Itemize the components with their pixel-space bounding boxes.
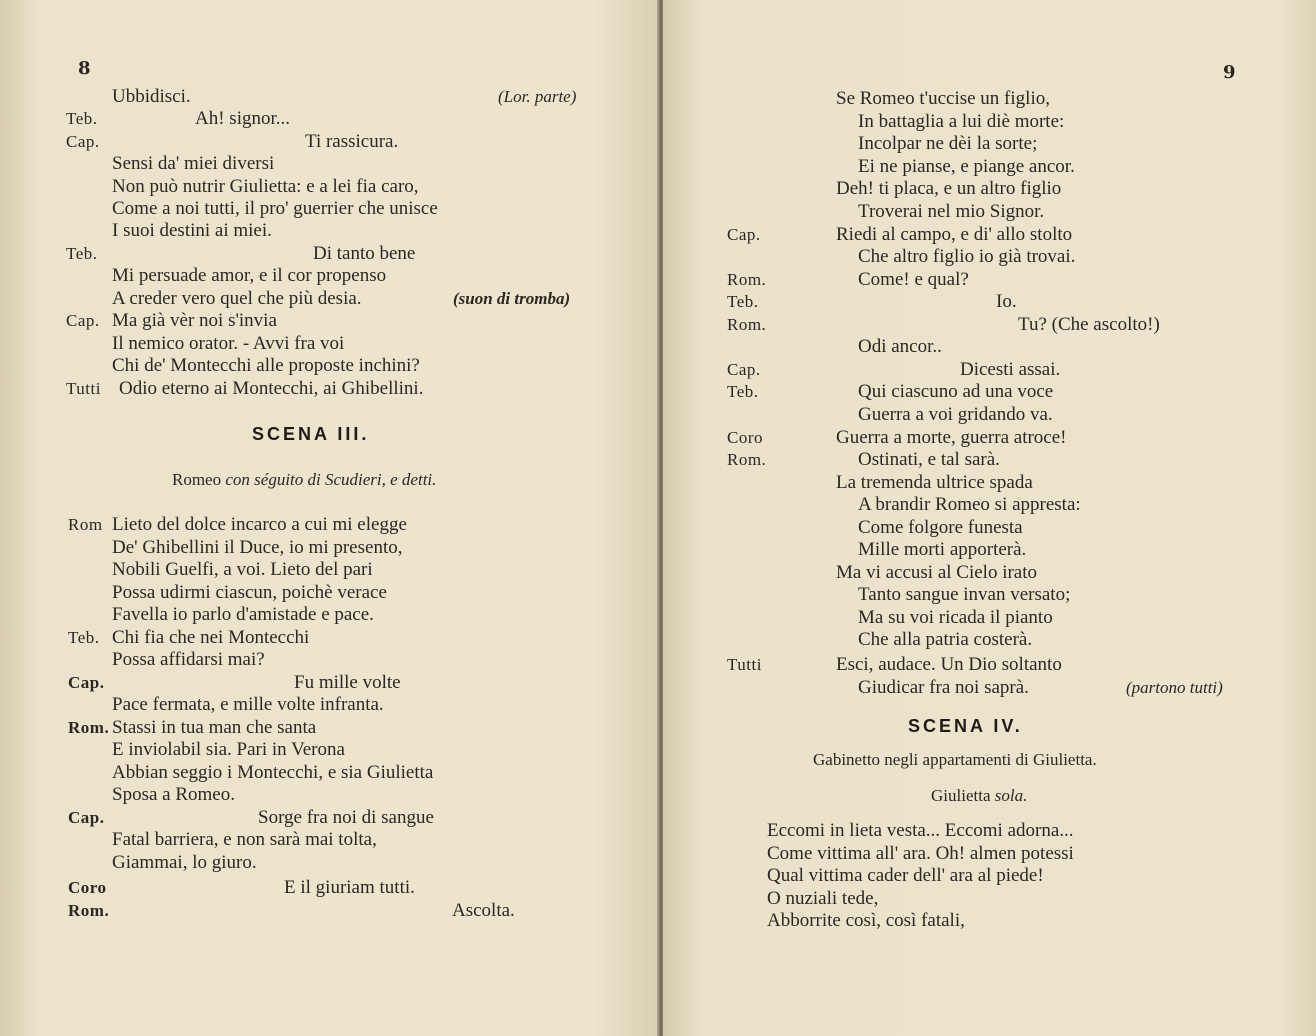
stage-direction: (suon di tromba) [453, 289, 571, 308]
text-line: Sensi da' miei diversi [112, 153, 275, 174]
text-line: Troverai nel mio Signor. [858, 201, 1045, 222]
text-line: Ubbidisci. [112, 86, 191, 107]
text-line: Chi fia che nei Montecchi [112, 627, 310, 648]
speaker-label: Rom. [727, 270, 767, 289]
text-line: Ostinati, e tal sarà. [858, 449, 1000, 470]
text-line: Possa udirmi ciascun, poichè verace [112, 582, 387, 603]
text-line: Odio eterno ai Montecchi, ai Ghibellini. [119, 378, 424, 399]
scene-setting: Gabinetto negli appartamenti di Giulietta. [813, 750, 1097, 769]
right-page [663, 0, 1316, 1036]
speaker-label: Cap. [727, 225, 761, 244]
speaker-label: Coro [727, 428, 763, 447]
character-name: Giulietta [931, 786, 991, 805]
text-line: Il nemico orator. - Avvi fra voi [112, 333, 345, 354]
speaker-label: Rom. [68, 901, 110, 920]
text-line: Eccomi in lieta vesta... Eccomi adorna... [767, 820, 1074, 841]
text-line: Possa affidarsi mai? [112, 649, 265, 670]
text-line: In battaglia a lui diè morte: [858, 111, 1065, 132]
text-line: Nobili Guelfi, a voi. Lieto del pari [112, 559, 373, 580]
text-line: Come a noi tutti, il pro' guerrier che unisce [112, 198, 438, 219]
text-line: Sposa a Romeo. [112, 784, 235, 805]
text-line: Favella io parlo d'amistade e pace. [112, 604, 374, 625]
text-line: Ma su voi ricada il pianto [858, 607, 1053, 628]
text-line: Abbian seggio i Montecchi, e sia Giulietta [112, 762, 434, 783]
text-line: Io. [996, 291, 1017, 312]
text-line: Chi de' Montecchi alle proposte inchini? [112, 355, 420, 376]
speaker-label: Coro [68, 878, 107, 897]
text-line: Ei ne pianse, e piange ancor. [858, 156, 1075, 177]
speaker-label: Cap. [68, 673, 105, 692]
text-line: Tu? (Che ascolto!) [1018, 314, 1160, 335]
text-line: Odi ancor.. [858, 336, 942, 357]
text-line: La tremenda ultrice spada [836, 472, 1033, 493]
text-line: I suoi destini ai miei. [112, 220, 272, 241]
text-line: De' Ghibellini il Duce, io mi presento, [112, 537, 403, 558]
text-line: Sorge fra noi di sangue [258, 807, 434, 828]
page-number: 9 [1223, 62, 1236, 83]
speaker-label: Rom. [727, 450, 767, 469]
scene-subtitle-rest: con séguito di Scudieri, e detti. [225, 470, 437, 489]
speaker-label: Tutti [727, 655, 762, 674]
text-line: Fu mille volte [294, 672, 401, 693]
text-line: Ma vi accusi al Cielo irato [836, 562, 1038, 583]
text-line: Incolpar ne dèi la sorte; [858, 133, 1038, 154]
text-line: Fatal barriera, e non sarà mai tolta, [112, 829, 377, 850]
text-line: Ma già vèr noi s'invia [112, 310, 277, 331]
text-line: Se Romeo t'uccise un figlio, [836, 88, 1050, 109]
text-line: Giudicar fra noi saprà. [858, 677, 1029, 698]
text-line: Ascolta. [452, 900, 515, 921]
text-line: Ti rassicura. [305, 131, 399, 152]
text-line: Esci, audace. Un Dio soltanto [836, 654, 1062, 675]
text-line: Deh! ti placa, e un altro figlio [836, 178, 1062, 199]
character-name: Romeo [172, 470, 222, 489]
speaker-label: Teb. [66, 109, 98, 128]
text-line: Che altro figlio io già trovai. [858, 246, 1076, 267]
text-line: Come! e qual? [858, 269, 969, 290]
scene-title: SCENA IV. [908, 716, 1023, 736]
text-line: Mille morti apporterà. [858, 539, 1027, 560]
speaker-label: Teb. [68, 628, 100, 647]
speaker-label: Rom [68, 515, 103, 534]
text-line: Qual vittima cader dell' ara al piede! [767, 865, 1044, 886]
speaker-label: Cap. [68, 808, 105, 827]
text-line: Che alla patria costerà. [858, 629, 1033, 650]
speaker-label: Cap. [727, 360, 761, 379]
text-line: Come vittima all' ara. Oh! almen potessi [767, 843, 1074, 864]
text-line: Mi persuade amor, e il cor propenso [112, 265, 387, 286]
text-line: Qui ciascuno ad una voce [858, 381, 1054, 402]
speaker-label: Teb. [727, 292, 759, 311]
speaker-label: Rom. [727, 315, 767, 334]
scene-title: SCENA III. [252, 424, 370, 444]
speaker-label: Teb. [727, 382, 759, 401]
page-number: 8 [78, 58, 91, 79]
text-line: Come folgore funesta [858, 517, 1023, 538]
text-line: E inviolabil sia. Pari in Verona [112, 739, 345, 760]
speaker-label: Tutti [66, 379, 101, 398]
text-line: E il giuriam tutti. [284, 877, 415, 898]
speaker-label: Rom. [68, 718, 110, 737]
text-line: A creder vero quel che più desia. [112, 288, 362, 309]
text-line: A brandir Romeo si appresta: [858, 494, 1081, 515]
text-line: Di tanto bene [313, 243, 416, 264]
text-line: Dicesti assai. [960, 359, 1061, 380]
scene-subtitle-rest: sola. [994, 786, 1028, 805]
text-line: Tanto sangue invan versato; [858, 584, 1071, 605]
scene-subtitle [931, 786, 1027, 806]
stage-direction: (Lor. parte) [498, 87, 577, 106]
text-line: Giammai, lo giuro. [112, 852, 257, 873]
text-line: Abborrite così, così fatali, [767, 910, 965, 931]
text-line: Lieto del dolce incarco a cui mi elegge [112, 514, 407, 535]
speaker-label: Cap. [66, 311, 100, 330]
text-line: Guerra a morte, guerra atroce! [836, 427, 1067, 448]
stage-direction: (partono tutti) [1126, 678, 1223, 697]
text-line: Stassi in tua man che santa [112, 717, 317, 738]
speaker-label: Cap. [66, 132, 100, 151]
text-line: Pace fermata, e mille volte infranta. [112, 694, 384, 715]
text-line: O nuziali tede, [767, 888, 879, 909]
text-line: Guerra a voi gridando va. [858, 404, 1053, 425]
scene-subtitle [172, 470, 436, 490]
speaker-label: Teb. [66, 244, 98, 263]
text-line: Riedi al campo, e di' allo stolto [836, 224, 1073, 245]
text-line: Ah! signor... [195, 108, 290, 129]
text-line: Non può nutrir Giulietta: e a lei fia caro, [112, 176, 419, 197]
